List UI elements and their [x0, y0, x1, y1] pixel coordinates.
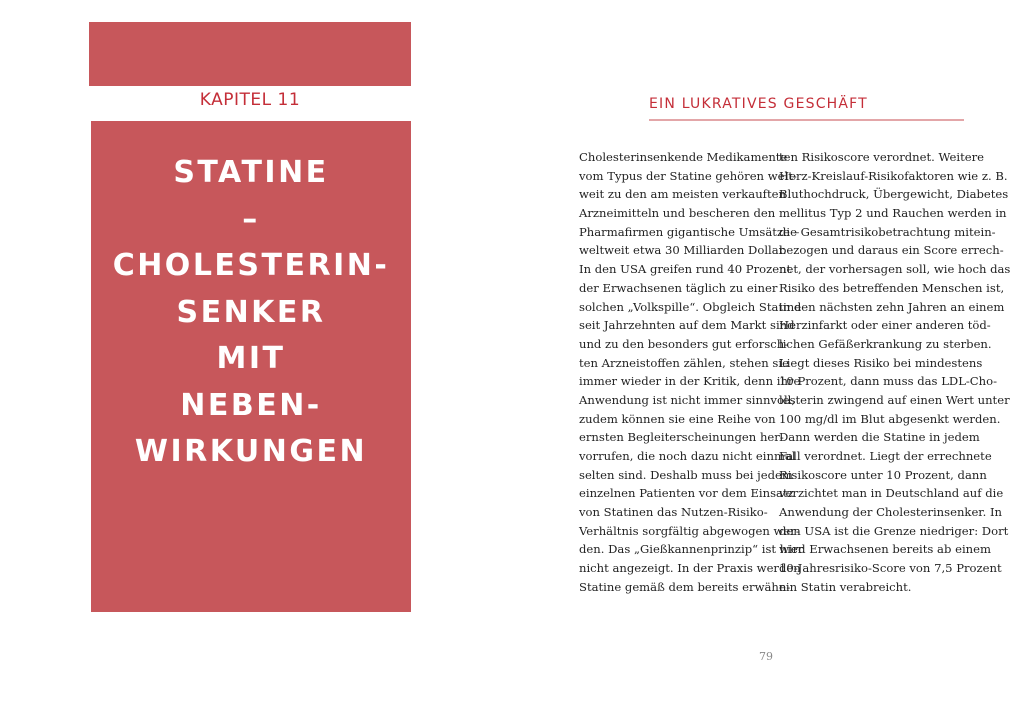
- chapter-title: [91, 150, 411, 476]
- text-line: den USA ist die Grenze niedriger: Dort: [779, 523, 1009, 538]
- text-line: lichen Gefäßerkrankung zu sterben.: [779, 336, 992, 351]
- text-line: 10-Jahresrisiko-Score von 7,5 Prozent: [779, 561, 1002, 576]
- text-column-1: [579, 148, 804, 597]
- text-line: und zu den besonders gut erforsch-: [579, 336, 789, 351]
- text-line: ten Risikoscore verordnet. Weitere: [779, 150, 985, 164]
- red-brush-band: [89, 22, 411, 86]
- text-column-2: [779, 148, 1011, 597]
- title-line: NEBEN-: [180, 387, 322, 423]
- text-line: Pharmafirmen gigantische Umsätze –: [579, 224, 800, 239]
- text-line: lesterin zwingend auf einen Wert unter: [779, 392, 1010, 407]
- text-line: Herz-Kreislauf-Risikofaktoren wie z. B.: [779, 168, 1008, 183]
- chapter-label: KAPITEL 11: [199, 90, 301, 110]
- title-line: SENKER: [176, 294, 326, 330]
- text-line: vom Typus der Statine gehören welt-: [579, 168, 797, 183]
- text-line: verzichtet man in Deutschland auf die: [779, 486, 1004, 501]
- title-line: WIRKUNGEN: [134, 434, 368, 469]
- text-line: nicht angezeigt. In der Praxis werden: [579, 561, 801, 576]
- page-number: 79: [759, 650, 773, 663]
- text-line: Statine gemäß dem bereits erwähn-: [579, 579, 791, 594]
- text-line: ein Statin verabreicht.: [779, 579, 912, 594]
- text-line: in den nächsten zehn Jahren an einem: [779, 299, 1005, 314]
- text-line: ernsten Begleiterscheinungen her-: [579, 430, 784, 445]
- text-line: die Gesamtrisikobetrachtung mitein-: [779, 224, 996, 239]
- title-line: –: [242, 201, 260, 237]
- text-line: ten Arzneistoffen zählen, stehen sie: [579, 355, 789, 370]
- text-line: Anwendung der Cholesterinsenker. In: [779, 505, 1002, 520]
- text-line: bezogen und daraus ein Score errech-: [779, 243, 1004, 258]
- text-line: net, der vorhersagen soll, wie hoch das: [779, 262, 1011, 277]
- text-line: Cholesterinsenkende Medikamente: [579, 150, 788, 164]
- text-line: In den USA greifen rund 40 Prozent: [579, 262, 792, 277]
- text-line: Bluthochdruck, Übergewicht, Diabetes: [779, 187, 1009, 202]
- text-line: mellitus Typ 2 und Rauchen werden in: [779, 206, 1007, 221]
- text-line: zudem können sie eine Reihe von: [579, 411, 776, 426]
- text-line: Liegt dieses Risiko bei mindestens: [779, 355, 983, 370]
- text-line: Dann werden die Statine in jedem: [779, 430, 980, 445]
- text-line: der Erwachsenen täglich zu einer: [579, 280, 778, 295]
- text-line: Herzinfarkt oder einer anderen töd-: [779, 318, 991, 333]
- text-line: vorrufen, die noch dazu nicht einmal: [579, 449, 796, 463]
- title-line: MIT: [216, 341, 286, 376]
- text-line: wird Erwachsenen bereits ab einem: [779, 542, 991, 557]
- text-line: Arzneimitteln und bescheren den: [579, 206, 776, 221]
- text-line: den. Das „Gießkannenprinzip“ ist hier: [579, 542, 804, 557]
- text-line: einzelnen Patienten vor dem Einsatz: [579, 486, 794, 501]
- title-line: STATINE: [173, 155, 329, 190]
- text-line: Anwendung ist nicht immer sinnvoll,: [579, 392, 796, 407]
- text-line: Verhältnis sorgfältig abgewogen wer-: [579, 523, 800, 538]
- title-line: CHOLESTERIN-: [112, 248, 390, 283]
- text-line: Fall verordnet. Liegt der errechnete: [779, 449, 992, 463]
- text-line: Risikoscore unter 10 Prozent, dann: [779, 467, 987, 482]
- text-line: 10 Prozent, dann muss das LDL-Cho-: [779, 374, 998, 389]
- text-line: seit Jahrzehnten auf dem Markt sind: [579, 318, 795, 333]
- text-line: von Statinen das Nutzen-Risiko-: [579, 505, 768, 520]
- text-line: weltweit etwa 30 Milliarden Dollar.: [579, 243, 787, 258]
- text-line: selten sind. Deshalb muss bei jedem: [579, 467, 793, 482]
- section-heading: EIN LUKRATIVES GESCHÄFT: [649, 96, 868, 112]
- text-line: immer wieder in der Kritik, denn ihre: [579, 374, 801, 389]
- text-line: 100 mg/dl im Blut abgesenkt werden.: [779, 411, 1001, 426]
- section-divider: [649, 119, 964, 121]
- text-line: weit zu den am meisten verkauften: [579, 187, 786, 202]
- text-line: solchen „Volkspille“. Obgleich Statine: [579, 299, 802, 314]
- text-line: Risiko des betreffenden Menschen ist,: [779, 280, 1005, 295]
